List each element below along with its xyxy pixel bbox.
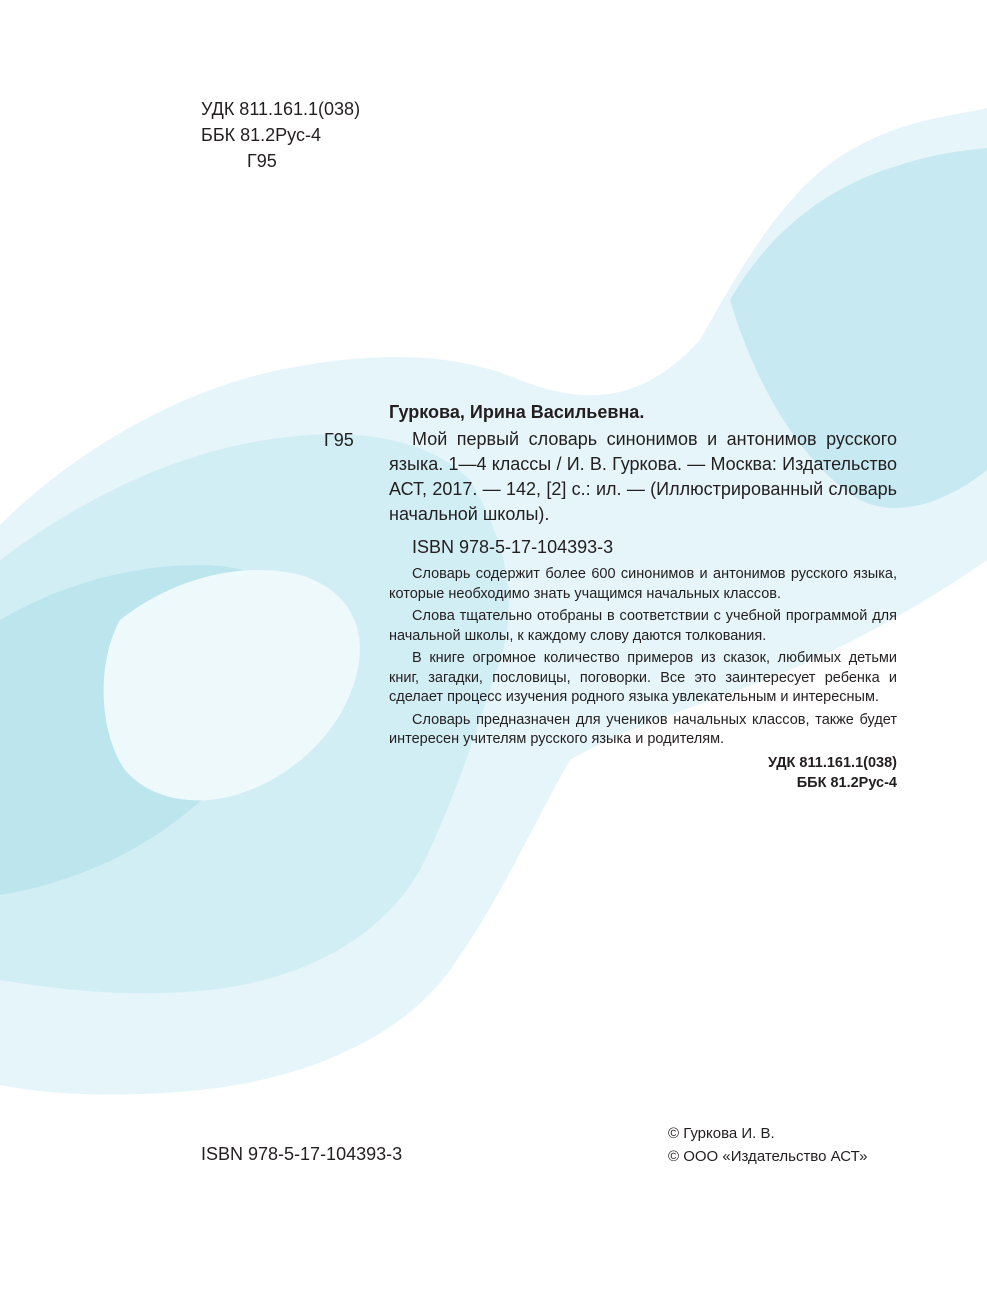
card-bbk: ББК 81.2Рус-4 xyxy=(796,774,897,791)
copyright-block xyxy=(668,1122,867,1168)
abstract-paragraph: Словарь предназначен для учеников начальных классов, также будет интересен учителям русского языка и родителям. xyxy=(389,711,897,747)
bbk-code: ББК 81.2Рус-4 xyxy=(201,125,321,145)
bottom-isbn: ISBN 978-5-17-104393-3 xyxy=(201,1144,403,1164)
udk-code: УДК 811.161.1(038) xyxy=(201,99,361,119)
card-catalog-codes xyxy=(389,753,897,793)
author-mark: Г95 xyxy=(247,151,277,171)
card-author: Гуркова, Ирина Васильевна. xyxy=(389,402,645,422)
bibliographic-card xyxy=(389,400,897,793)
card-abstract xyxy=(389,565,897,750)
card-author-mark: Г95 xyxy=(324,430,354,450)
abstract-paragraph: Слова тщательно отобраны в соответствии с учебной программой для начальной школы, к каждому слову даются толкования. xyxy=(389,608,897,644)
card-udk: УДК 811.161.1(038) xyxy=(767,754,897,771)
card-title: Мой первый словарь синонимов и антонимов русского языка. 1—4 классы / И. В. Гуркова. — Москва: Издательство АСТ, 2017. — 142, [2] с.: ил. — (Иллюстрированный словарь начальной школы). xyxy=(389,429,897,524)
abstract-paragraph: Словарь содержит более 600 синонимов и антонимов русского языка, которые необходимо знать учащимся начальных классов. xyxy=(389,566,897,602)
copyright-publisher: © ООО «Издательство АСТ» xyxy=(668,1148,868,1165)
abstract-paragraph: В книге огромное количество примеров из сказок, любимых детьми книг, загадки, пословицы, поговорки. Все это заинтересует ребенка и сделает процесс изучения родного языка увлекательным и интересным. xyxy=(389,650,897,705)
card-isbn: ISBN 978-5-17-104393-3 xyxy=(412,537,614,557)
copyright-author: © Гуркова И. В. xyxy=(668,1125,775,1142)
catalog-codes-top xyxy=(201,96,360,174)
